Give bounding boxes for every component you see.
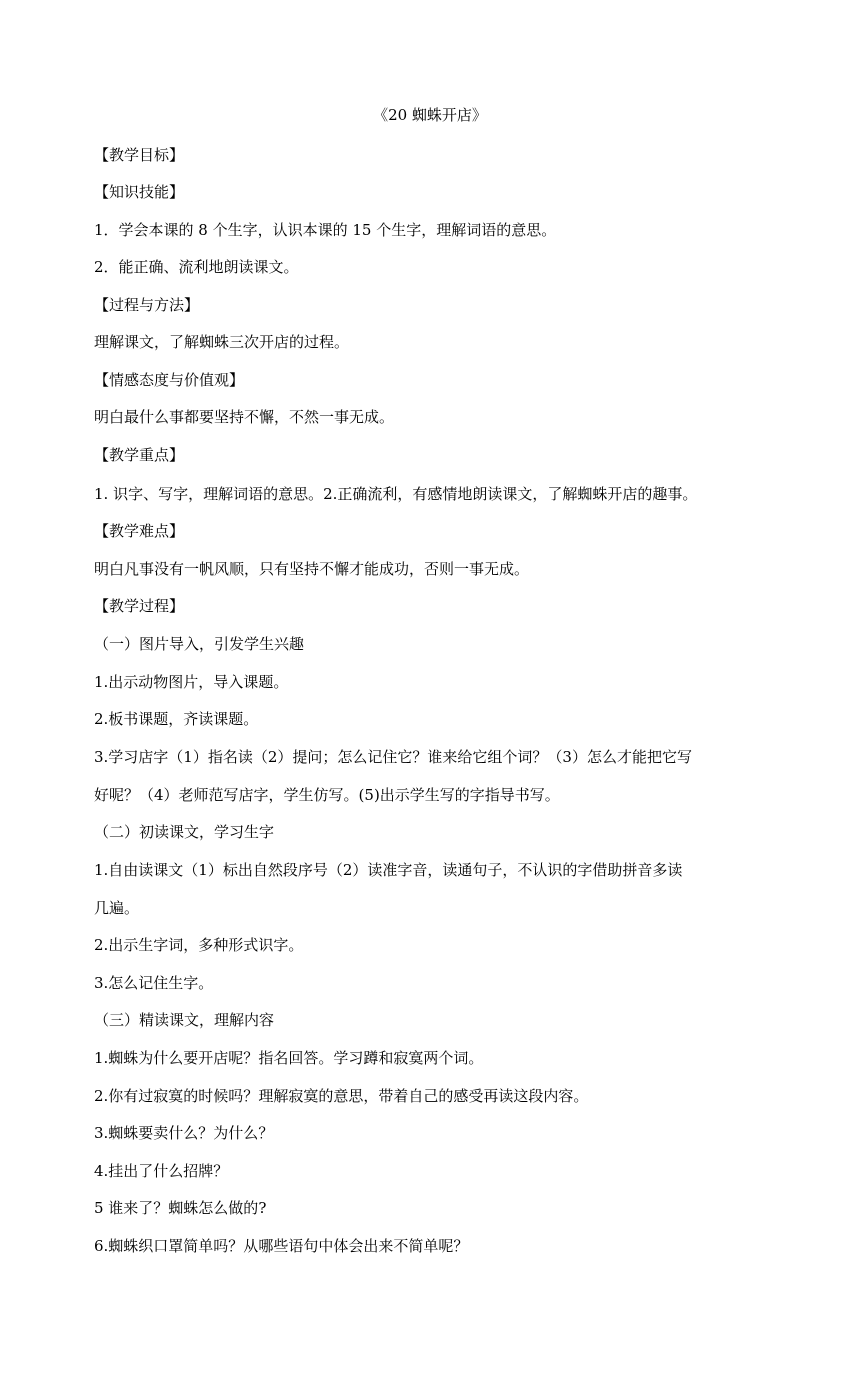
document-title: 《20 蜘蛛开店》	[373, 106, 487, 124]
paragraph-line: 3.学习店字（1）指名读（2）提问；怎么记住它？谁来给它组个词？（3）怎么才能把它写	[94, 748, 692, 766]
paragraph-line: 3.怎么记住生字。	[94, 974, 214, 992]
heading-teaching-process: 【教学过程】	[94, 597, 185, 615]
heading-teaching-goals: 【教学目标】	[94, 146, 185, 164]
paragraph-line: 2.出示生字词，多种形式识字。	[94, 936, 304, 954]
paragraph-line: 几遍。	[94, 899, 140, 917]
paragraph-line: 4.挂出了什么招牌？	[94, 1162, 229, 1180]
paragraph-line: 1. 识字、写字，理解词语的意思。2.正确流利，有感情地朗读课文，了解蜘蛛开店的趣事。	[94, 485, 698, 503]
heading-key-points: 【教学重点】	[94, 446, 185, 464]
section-heading: （三）精读课文，理解内容	[94, 1011, 275, 1029]
paragraph-line: 2.板书课题，齐读课题。	[94, 710, 259, 728]
paragraph-line: 2．能正确、流利地朗读课文。	[94, 258, 299, 276]
paragraph-line: 1.出示动物图片，导入课题。	[94, 673, 289, 691]
heading-knowledge-skills: 【知识技能】	[94, 183, 185, 201]
heading-emotion-values: 【情感态度与价值观】	[94, 371, 245, 389]
paragraph-line: 1.蜘蛛为什么要开店呢？指名回答。学习蹲和寂寞两个词。	[94, 1049, 484, 1067]
heading-process-method: 【过程与方法】	[94, 296, 200, 314]
paragraph-line: 3.蜘蛛要卖什么？为什么？	[94, 1124, 274, 1142]
paragraph-line: 理解课文，了解蜘蛛三次开店的过程。	[94, 333, 350, 351]
section-heading: （一）图片导入，引发学生兴趣	[94, 635, 305, 653]
paragraph-line: 2.你有过寂寞的时候吗？理解寂寞的意思，带着自己的感受再读这段内容。	[94, 1087, 589, 1105]
paragraph-line: 明白最什么事都要坚持不懈，不然一事无成。	[94, 408, 395, 426]
paragraph-line: 好呢？（4）老师范写店字，学生仿写。(5)出示学生写的字指导书写。	[94, 786, 560, 804]
paragraph-line: 明白凡事没有一帆风顺，只有坚持不懈才能成功，否则一事无成。	[94, 560, 530, 578]
paragraph-line: 6.蜘蛛织口罩简单吗？从哪些语句中体会出来不简单呢？	[94, 1237, 469, 1255]
section-heading: （二）初读课文，学习生字	[94, 823, 275, 841]
heading-difficulties: 【教学难点】	[94, 522, 185, 540]
paragraph-line: 1．学会本课的 8 个生字，认识本课的 15 个生字，理解词语的意思。	[94, 221, 557, 239]
paragraph-line: 5 谁来了？蜘蛛怎么做的?	[94, 1199, 267, 1217]
paragraph-line: 1.自由读课文（1）标出自然段序号（2）读准字音，读通句子，不认识的字借助拼音多读	[94, 861, 683, 879]
